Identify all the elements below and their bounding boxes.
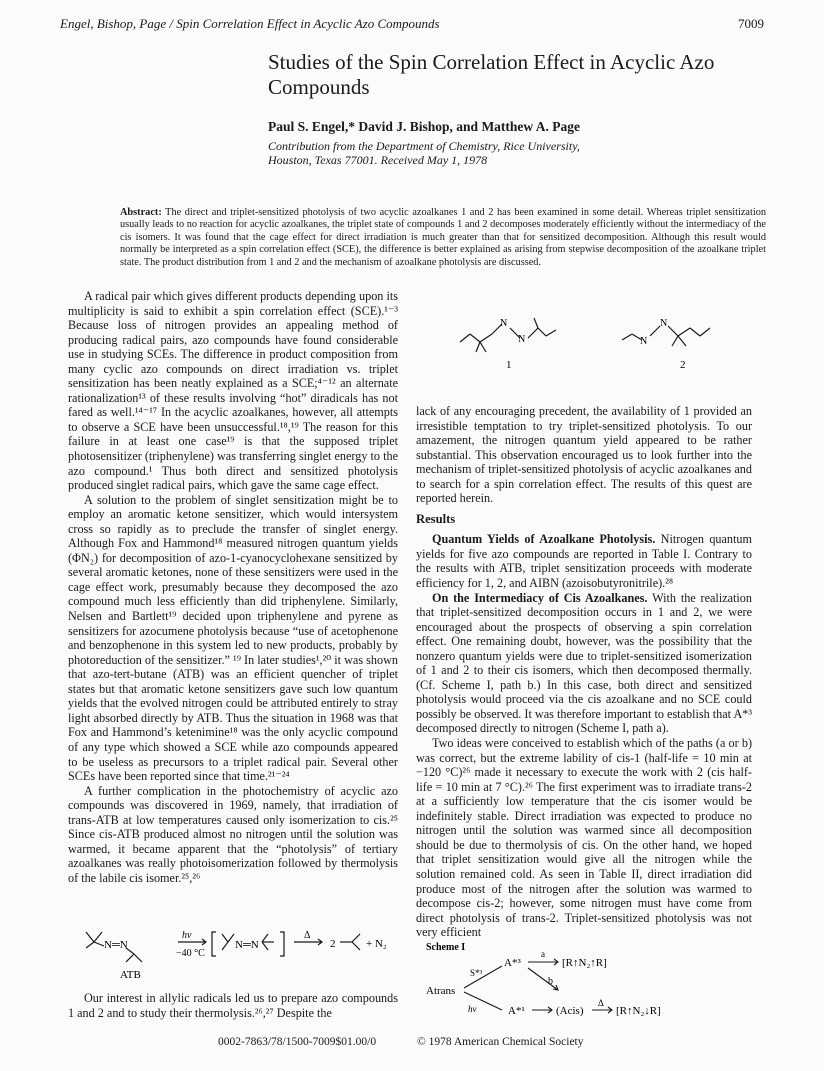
triplet-state-label: A*³ [504,957,521,969]
article-code: 0002-7863/78/1500-7009$01.00/0 [218,1036,377,1048]
paragraph: A solution to the problem of singlet sensitization might be to employ an aromatic ketone sensitizer, which would intersystem cross so rapidly as to preclude the transfer of singlet energy. Although Fox and Hammond¹⁸ measured nitrogen quantum yields (ΦN₂) for decomposition of azo-1-cyanocyclohexane sensitized by several aromatic ketones, none of these sensitizers were used in the cage effect work, presumably because they decomposed the azo compound much less efficiently than did triphenylene. Similarly, Nelsen and Bartlett¹⁹ decided upon triphenylene and pyrene as sensitizers for azocumene photolysis because “use of acetophenone and benzophenone in this system led to new products, probably by photoreduction of the sensitizer.” ¹⁹ In later studies¹,²⁰ it was shown that azo-tert-butane (ATB) was an efficient quencher of triplet states but that aromatic ketone sensitizers gave such low quantum yields that the evolved nitrogen could be attributed entirely to stray light absorbed directly by ATB. Thus the situation in 1968 was that Fox and Hammond’s ketenimine¹⁸ was the only acyclic compound of any type which showed a SCE while azo compounds appeared to be useless as precursors to a triplet radical pair. Several other SCEs have been reported since that time.²¹⁻²⁴ [68,492,398,784]
compound-2-label: 2 [680,359,686,371]
paragraph: lack of any encouraging precedent, the availability of 1 provided an irresistible temptation to try triplet-sensitized photolysis. To our amazement, the nitrogen quantum yield appeared to be rather substantial. This observation encouraged us to look further into the mechanism of triplet-sensitized photolysis of acyclic azoalkanes and to search for a spin correlation effect. The results of this quest are reported herein. [416,404,752,506]
products-label: + N₂ [366,938,387,950]
cis-azo-group: N═N [235,939,259,951]
trans-azo-label: Atrans [426,985,456,997]
path-b-label: b [548,976,553,987]
atb-label: ATB [120,969,141,980]
n-atom: N [518,334,526,345]
page-number: 7009 [738,16,764,31]
paragraph-text: Nitrogen quantum yields for five azo compounds are reported in Table I. Contrary to the results with ATB, triplet sensitization proceeds with moderate efficiency for 1, 2, and AIBN (azoisobutyronitrile).²⁸ [416,532,752,591]
affiliation [268,139,580,167]
paragraph: Our interest in allylic radicals led us to prepare azo compounds 1 and 2 and to study their thermolysis.²⁶,²⁷ Despite the [68,991,398,1020]
sensitizer-label: S*³ [470,968,483,978]
n-atom: N [660,318,668,329]
delta-label: Δ [598,998,604,1008]
compound-1-label: 1 [506,359,512,371]
affiliation-line-2: Houston, Texas 77001. Received May 1, 1978 [268,153,488,167]
running-head: Engel, Bishop, Page / Spin Correlation Effect in Acyclic Azo Compounds [60,16,440,31]
n-atom: N [500,318,508,329]
cis-azo-label: (Acis) [556,1005,584,1016]
copyright-notice: © 1978 American Chemical Society [417,1036,584,1048]
azo-group: N═N [104,939,128,951]
right-column [416,404,752,940]
abstract-text: The direct and triplet-sensitized photolysis of two acyclic azoalkanes 1 and 2 has been examined in some detail. Whereas triplet sensitization usually leads to no reaction for acyclic azoalkanes, the triplet state of compounds 1 and 2 decomposes moderately efficiently without the intermediacy of the cis isomers. It was found that the cage effect for direct irradiation is much greater than that for sensitized decomposition. Although this result would normally be interpreted as a spin correlation effect (SCE), the difference is better explained as arising from stepwise decomposition of the azoalkane triplet state. The product distribution from 1 and 2 and the mechanism of azoalkane photolysis are discussed. [120,207,766,268]
abstract-label: Abstract: [120,207,162,218]
scheme-title: Scheme I [426,942,466,953]
paragraph: A further complication in the photochemistry of acyclic azo compounds was discovered in 1969, namely, that irradiation of trans-ATB at low temperatures caused only isomerization to cis.²⁵ Since cis-ATB produced almost no nitrogen until the solution was warmed, it became apparent that the “photolysis” of tertiary azoalkanes was really photoisomerization followed by thermolysis of the labile cis isomer.²⁵,²⁶ [68,783,398,885]
affiliation-line-1: Contribution from the Department of Chemistry, Rice University, [268,139,580,153]
hv-label: hν [182,930,192,941]
triplet-radical-pair: [R↑N₂↑R] [562,957,607,969]
scheme-1 [424,940,744,1016]
runin-heading: On the Intermediacy of Cis Azoalkanes. [432,590,648,605]
singlet-radical-pair: [R↑N₂↓R] [616,1005,661,1016]
paragraph [416,591,752,736]
compound-structures [456,312,756,374]
left-column-continued [68,991,398,1020]
delta-label: Δ [304,930,311,941]
temperature-label: −40 °C [176,948,205,959]
atb-photolysis-scheme [82,928,400,980]
singlet-state-label: A*¹ [508,1005,525,1016]
paragraph: Two ideas were conceived to establish which of the paths (a or b) was correct, but the extreme lability of cis-1 (half-life = 10 min at −120 °C)²⁶ made it necessary to execute the work with 2 (cis half-life = 10 min at 7 °C).²⁶ The first experiment was to irradiate trans-2 at a sufficiently low temperature that the cis isomer would be indefinitely stable. Direct irradiation was expected to produce no nitrogen until the solution was warmed since all decomposition should be due to thermolysis of cis. On the other hand, we hoped that triplet sensitization would give all the nitrogen while the solution remained cold. As seen in Table II, direct irradiation did produce most of the nitrogen after the solution was warmed to decompose cis-2; however, some nitrogen must have come from direct photolysis of trans-2. Triplet-sensitized photolysis was not very efficient [416,736,752,940]
path-a-label: a [541,949,545,959]
paragraph [416,532,752,590]
abstract [120,207,766,269]
article-title: Studies of the Spin Correlation Effect in Acyclic Azo Compounds [268,50,715,99]
left-column [68,289,398,885]
section-heading-results: Results [416,511,456,526]
author-list: Paul S. Engel,* David J. Bishop, and Matthew A. Page [268,119,581,134]
radical-coefficient: 2 [330,938,336,950]
hv-label: hν [468,1004,477,1014]
n-atom: N [640,336,648,347]
paragraph-text: With the realization that triplet-sensitized decomposition occurs in 1 and 2, we were encouraged about the prospects of observing a spin correlation effect. One remaining doubt, however, was the possibility that the nonzero quantum yields were due to triplet-sensitized isomerization of 1 and 2 to their cis isomers, which then decomposed thermally. (Cf. Scheme I, path b.) In this case, both direct and sensitized photolysis would proceed via the cis azoalkane and no SCE could possibly be observed. It was therefore important to establish that A*³ decomposed directly to nitrogen (Scheme I, path a). [416,590,752,736]
runin-heading: Quantum Yields of Azoalkane Photolysis. [432,532,656,547]
paragraph: A radical pair which gives different products depending upon its multiplicity is said to exhibit a spin correlation effect (SCE).¹⁻³ Because loss of nitrogen provides an appealing method of producing radical pairs, azo compounds have found considerable use in studying SCEs. The difference in product composition from many cyclic azo compounds on direct irradiation vs. triplet sensitization has been neatly explained as a SCE;⁴⁻¹² an alternate rationalization¹³ of these results involving “hot” diradicals has not fared as well.¹⁴⁻¹⁷ In the acyclic azoalkanes, however, all attempts to observe a SCE have been unsuccessful.¹⁸,¹⁹ The reason for this failure in at least one case¹⁹ is that the supposed triplet photosensitizer (triphenylene) was transferring singlet energy to the azo compound.¹ Thus both direct and sensitized photolysis produced singlet radical pairs, which gave the same cage effect. [68,289,398,493]
